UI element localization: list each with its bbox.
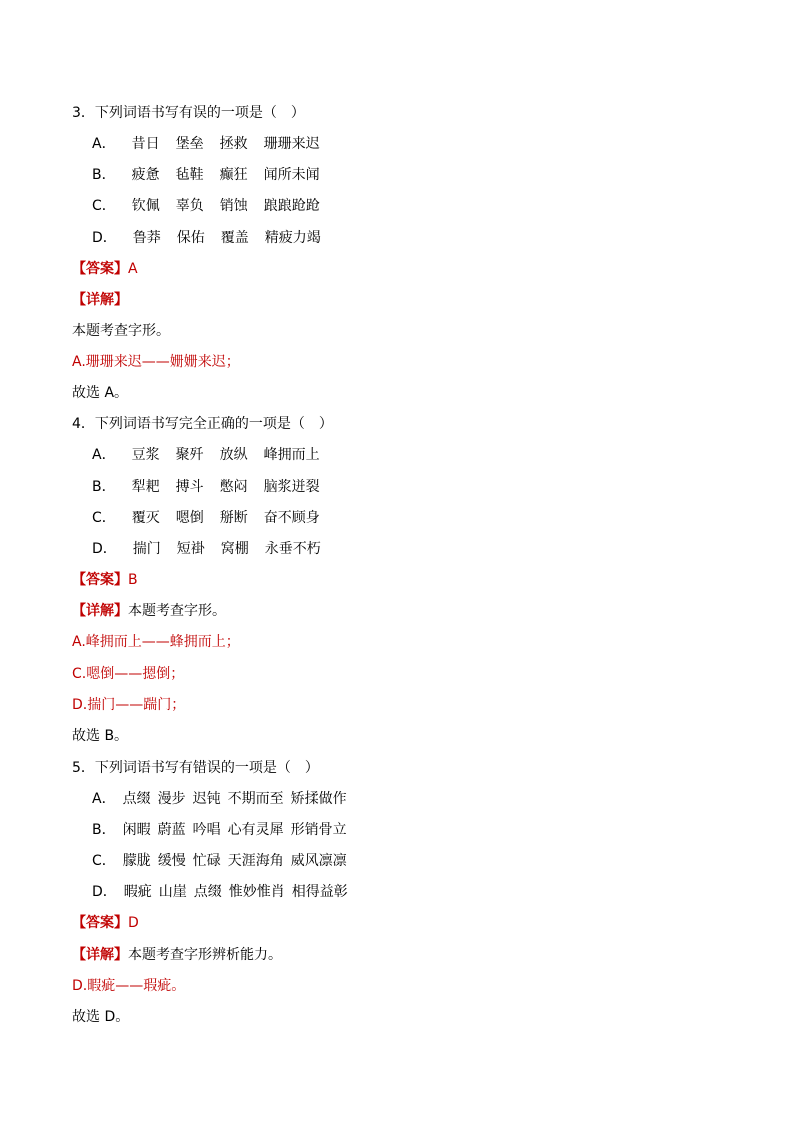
q4-option-c: C． 覆灭 嗯倒 掰断 奋不顾身 xyxy=(92,510,320,526)
q4-option-b: B． 犁耙 搏斗 憋闷 脑浆迸裂 xyxy=(92,479,320,495)
q4-answer xyxy=(72,570,138,590)
answer-label: 【答案】 xyxy=(72,261,128,277)
answer-value: B xyxy=(128,572,138,588)
q3-option-c: C． 钦佩 辜负 销蚀 踉踉跄跄 xyxy=(92,198,320,214)
q4-option-d: D． 揣门 短褂 窝棚 永垂不朽 xyxy=(92,541,321,557)
q5-option-d: D． 暇疵 山崖 点缀 惟妙惟肖 相得益彰 xyxy=(92,884,348,900)
q4-conclusion: 故选 B。 xyxy=(72,728,129,744)
q3-option-d: D． 鲁莽 保佑 覆盖 精疲力竭 xyxy=(92,230,321,246)
q5-conclusion: 故选 D。 xyxy=(72,1009,130,1025)
q3-detail-label: 【详解】 xyxy=(72,292,128,308)
q4-stem: 4．下列词语书写完全正确的一项是（ ） xyxy=(72,416,333,432)
answer-label: 【答案】 xyxy=(72,915,128,931)
q4-correction-d: D.揣门——踹门； xyxy=(72,697,186,713)
q4-correction-c: C.嗯倒——摁倒； xyxy=(72,666,185,682)
answer-value: D xyxy=(128,915,139,931)
q5-option-c: C． 朦胧 缓慢 忙碌 天涯海角 威风凛凛 xyxy=(92,853,347,869)
q3-conclusion: 故选 A。 xyxy=(72,385,129,401)
q5-correction: D.暇疵——瑕疵。 xyxy=(72,978,186,994)
q5-option-a: A． 点缀 漫步 迟钝 不期而至 矫揉做作 xyxy=(92,791,347,807)
q3-detail: 本题考查字形。 xyxy=(72,323,170,339)
q5-answer xyxy=(72,913,139,933)
q5-stem: 5．下列词语书写有错误的一项是（ ） xyxy=(72,760,319,776)
q3-option-b: B． 疲惫 毡鞋 癫狂 闻所未闻 xyxy=(92,167,320,183)
q5-detail: 【详解】本题考查字形辨析能力。 xyxy=(72,947,282,963)
q5-option-b: B． 闲暇 蔚蓝 吟唱 心有灵犀 形销骨立 xyxy=(92,822,347,838)
q3-answer xyxy=(72,259,138,279)
q3-correction: A.珊珊来迟——姗姗来迟； xyxy=(72,354,240,370)
q3-stem: 3．下列词语书写有误的一项是（ ） xyxy=(72,105,305,121)
q3-option-a: A． 昔日 堡垒 拯救 珊珊来迟 xyxy=(92,136,320,152)
q4-option-a: A． 豆浆 聚歼 放纵 峰拥而上 xyxy=(92,447,320,463)
q4-correction-a: A.峰拥而上——蜂拥而上； xyxy=(72,634,240,650)
answer-value: A xyxy=(128,261,138,277)
q4-detail: 【详解】本题考查字形。 xyxy=(72,603,226,619)
answer-label: 【答案】 xyxy=(72,572,128,588)
